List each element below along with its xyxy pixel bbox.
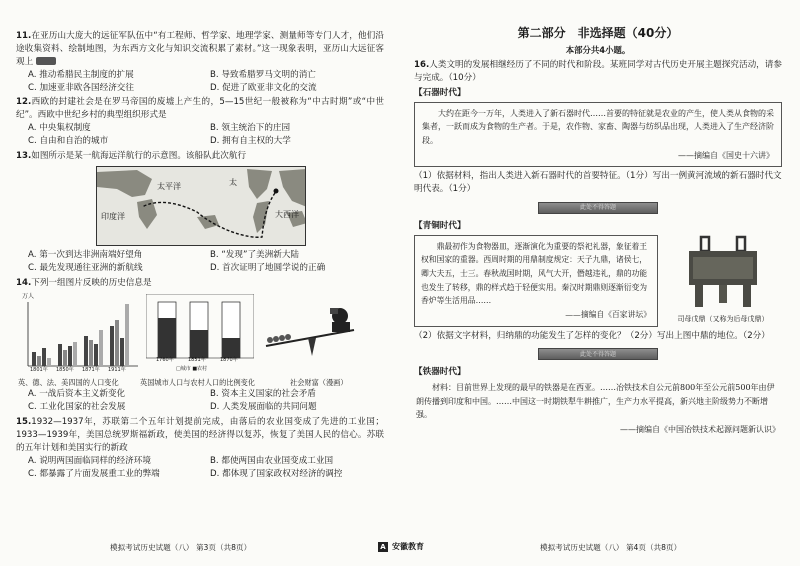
map-label-pacific: 太平洋 (157, 181, 181, 191)
material-text: 大约在距今一万年，人类进入了新石器时代……首要的特征就是农业的产生，使人类从食物的采集者，一跃而成为食物的生产者。于是，农作物、家畜、陶器与纺织品出现，人类进入了生产经济阶段。 (422, 109, 774, 145)
option-b[interactable]: B. 导致希腊罗马文明的消亡 (210, 69, 316, 80)
caption-cartoon: 社会财富（漫画） (290, 377, 348, 387)
map-label-atlantic: 大西洋 (275, 209, 299, 219)
right-page-footer: 模拟考试历史试题（八） 第4页（共8页） (540, 543, 682, 552)
option-a[interactable]: A. 说明两国面临同样的经济环境 (28, 455, 151, 466)
chart-unit: 万人 (22, 292, 35, 300)
question-stem: 如图所示是某一航海远洋航行的示意图。该船队此次航行 (31, 151, 247, 162)
option-d[interactable]: D. 首次证明了地圆学说的正确 (210, 262, 326, 273)
urban-rural-bars (146, 294, 254, 364)
question-number: 11. (16, 31, 32, 41)
logo-icon: A (378, 542, 388, 552)
year-label: 1850年 (56, 366, 74, 373)
option-a[interactable]: A. 第一次到达非洲南端好望角 (28, 249, 143, 260)
year-label: 1870年 (220, 356, 238, 363)
question-13 (16, 150, 384, 275)
material-iron-age (414, 381, 782, 436)
option-c[interactable]: C. 自由和自治的城市 (28, 136, 109, 147)
chart-legend: □城市 ■农村 (176, 365, 208, 372)
option-a[interactable]: A. 推动希腊民主制度的扩展 (28, 69, 134, 80)
figure-group (22, 292, 384, 378)
question-number: 15. (16, 417, 32, 428)
population-bars (22, 300, 140, 376)
subquestion-1: （1）依据材料，指出人类进入新石器时代的首要特征。（1分）写出一例黄河流域的新石器时代文明代表。（1分） (414, 171, 782, 194)
map-label-indian: 印度洋 (101, 211, 125, 221)
year-label: 1851年 (188, 356, 206, 363)
caption-urban-rural: 英国城市人口与农村人口的比例变化 (140, 377, 256, 387)
option-list (16, 455, 384, 481)
question-14 (16, 277, 384, 414)
question-15 (16, 416, 384, 480)
section-bronze-age: 【青铜时代】 (414, 220, 466, 231)
part-subtitle: 本部分共4小题。 (565, 45, 631, 55)
option-c[interactable]: C. 加速亚非欧各国经济交往 (28, 82, 134, 93)
option-list (16, 249, 384, 275)
material-text-box (414, 235, 658, 327)
caption-population: 英、德、法、美四国的人口变化 (18, 377, 119, 387)
section-stone-age: 【石器时代】 (414, 88, 466, 99)
material-stone-age (414, 102, 782, 167)
publisher-name: 安徽教育 (392, 542, 424, 551)
urban-rural-chart (146, 294, 254, 378)
option-list (16, 388, 384, 414)
question-stem: 下列一组图片反映的历史信息是 (31, 277, 152, 288)
material-source: ——摘编自《百家讲坛》 (565, 309, 651, 319)
question-stem: 在亚历山大庞大的远征军队伍中“有工程师、哲学家、地理学家、测量师等专门人才，他们沿途收集资料、绘制地图，为东西方文化与知识交流积累了素材。”这一现象表明，亚历山大远征客观上 (16, 31, 384, 67)
right-page (414, 26, 782, 530)
option-list (16, 122, 384, 148)
option-a[interactable]: A. 一战后资本主义新变化 (28, 389, 126, 400)
option-b[interactable]: B. 都使两国由农业国变成工业国 (210, 455, 334, 466)
option-a[interactable]: A. 中央集权制度 (28, 123, 91, 134)
population-chart (22, 294, 140, 378)
map-graphic (97, 167, 306, 246)
question-stem: 1932—1937年，苏联第二个五年计划提前完成，由落后的农业国变成了先进的工业国；1933—1939年，美国总统罗斯福新政，使美国的经济得以复苏，恢复了美国人民的信心。苏联的五年计划和美国实行的新政 (16, 417, 384, 453)
option-c[interactable]: C. 工业化国家的社会发展 (28, 402, 126, 413)
question-16 (414, 59, 782, 85)
question-stem: 人类文明的发展相继经历了不同的时代和阶段。某班同学对古代历史开展主题探究活动，请参与完成。（10分） (414, 59, 782, 83)
option-c[interactable]: C. 都暴露了片面发展重工业的弊端 (28, 468, 160, 479)
question-number: 14. (16, 277, 32, 288)
year-label: 1760年 (156, 356, 174, 363)
option-c[interactable]: C. 最先发现通往亚洲的新航线 (28, 262, 143, 273)
question-number: 13. (16, 151, 32, 162)
question-11 (16, 30, 384, 94)
option-d[interactable]: D. 促进了欧亚非文化的交流 (210, 82, 317, 93)
question-12 (16, 96, 384, 148)
ding-figure (664, 235, 782, 327)
voyage-map (96, 166, 306, 246)
map-label-pacific-2: 太 (229, 177, 237, 187)
ding-caption: 司母戊鼎（又称为后母戊鼎） (677, 315, 769, 324)
ding-vessel-image (673, 235, 773, 311)
no-answer-zone: 此处不得答题 (538, 348, 658, 360)
option-b[interactable]: B. 领主统治下的庄园 (210, 123, 291, 134)
no-answer-zone: 此处不得答题 (538, 202, 658, 214)
year-label: 1801年 (30, 366, 48, 373)
option-d[interactable]: D. 拥有自主权的大学 (210, 136, 291, 147)
option-list (16, 69, 384, 95)
option-b[interactable]: B. 资本主义国家的社会矛盾 (210, 389, 316, 400)
subquestion-2: （2）依据文字材料，归纳鼎的功能发生了怎样的变化？（2分）写出上图中鼎的地位。（2分） (414, 330, 770, 341)
question-number: 16. (414, 59, 430, 70)
material-text: 材料：目前世界上发现的最早的铁器是在西亚。……冶铁技术自公元前800年至公元前500年由伊朗传播到印度和中国。……中国这一时期铁犁牛耕推广，生产力水平提高，新兴地主阶级势力不断增强。 (416, 383, 775, 419)
part-title: 第二部分 非选择题（40分） (517, 26, 679, 40)
wealth-cartoon (260, 294, 360, 378)
year-label: 1871年 (82, 366, 100, 373)
material-source: ——摘编自《国史十六讲》 (678, 150, 774, 160)
material-bronze-age (414, 235, 782, 327)
option-d[interactable]: D. 人类发展面临的共同问题 (210, 402, 317, 413)
material-source: ——摘编自《中国冶铁技术起源问题新认识》 (620, 424, 780, 434)
left-page (16, 30, 384, 530)
year-label: 1911年 (108, 366, 126, 373)
publisher-logo (378, 541, 424, 553)
question-stem: 西欧的封建社会是在罗马帝国的废墟上产生的，5—15世纪一般被称为“中古时期”或“中世纪”。西欧中世纪乡村的典型组织形式是 (16, 97, 384, 121)
option-b[interactable]: B. “发现”了美洲新大陆 (210, 249, 300, 260)
answer-mark (36, 57, 56, 65)
cartoon-graphic (260, 294, 360, 364)
material-text: 鼎最初作为食物器皿，逐渐演化为重要的祭祀礼器，象征着王权和国家的重器。西周时期的用鼎制度规定：天子九鼎，诸侯七，卿大夫五，士三。春秋战国时期，风气大开，僭越违礼，鼎的功能也发生了转移，鼎的样式趋于轻便实用。秦汉时期鼎则逐渐衍变为香炉等生活用品…… (421, 241, 648, 306)
question-number: 12. (16, 97, 32, 108)
option-d[interactable]: D. 都体现了国家政权对经济的调控 (210, 468, 343, 479)
figure-captions (18, 378, 384, 389)
section-iron-age: 【铁器时代】 (414, 367, 466, 378)
left-page-footer: 模拟考试历史试题（八） 第3页（共8页） (110, 543, 252, 552)
